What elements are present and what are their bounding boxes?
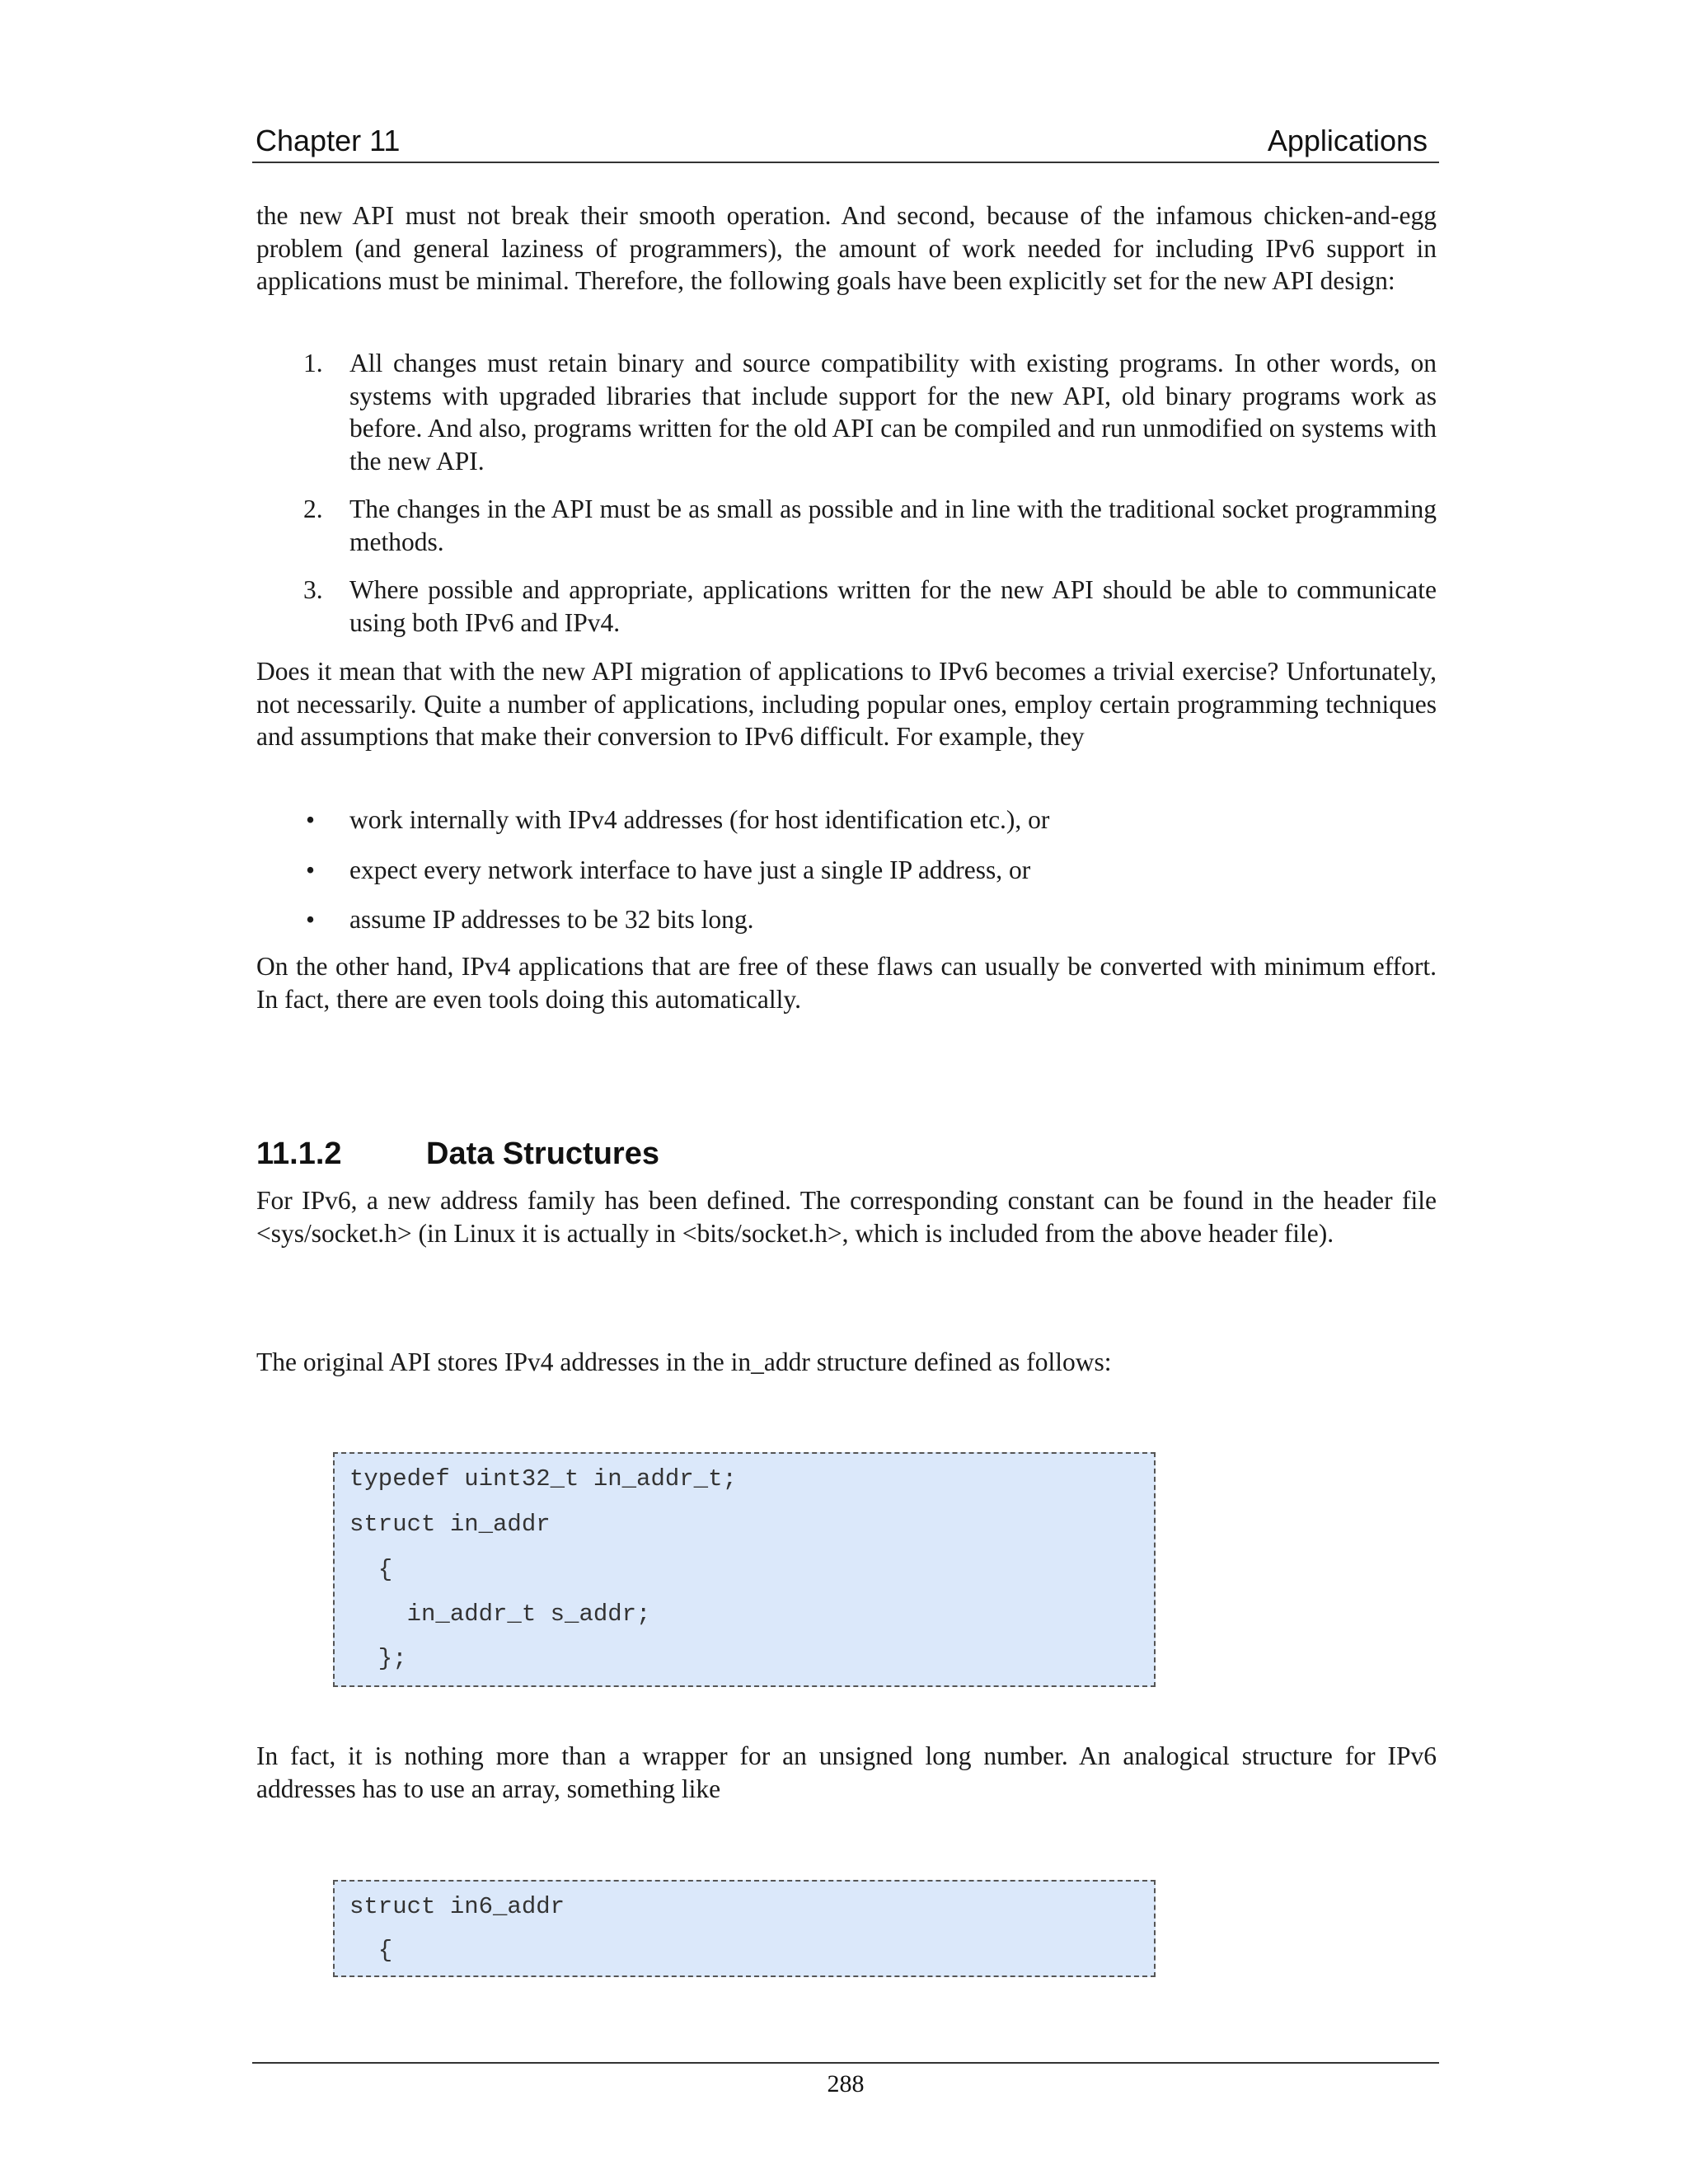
code-line: typedef uint32_t in_addr_t; <box>349 1465 737 1493</box>
code-line: }; <box>349 1645 407 1672</box>
list-text: The changes in the API must be as small as possible and in line with the traditional socket programming methods. <box>349 494 1437 556</box>
code-line: { <box>349 1937 393 1964</box>
question-paragraph: Does it mean that with the new API migration of applications to IPv6 becomes a trivial exercise? Unfortunately, not necessarily. Quite a number of applications, including popular ones, employ certain programming techniques and assumptions that make their conversion to IPv6 difficult. For example, they <box>256 657 1437 751</box>
chapter-title: Applications <box>1267 124 1428 157</box>
bullet-icon: • <box>306 905 316 934</box>
page-header <box>252 122 1439 163</box>
bullet-icon: • <box>306 805 316 834</box>
section-number: 11.1.2 <box>256 1137 342 1171</box>
code-line: struct in6_addr <box>349 1893 565 1920</box>
list-number: 2. <box>303 494 323 523</box>
list-number: 3. <box>303 575 323 604</box>
code-block-in6-addr <box>333 1880 1156 1977</box>
section-heading <box>256 1137 659 1172</box>
list-text: Where possible and appropriate, applications written for the new API should be able to communicate using both IPv6 and IPv4. <box>349 575 1437 637</box>
code-line: { <box>349 1556 393 1583</box>
bullet-text: expect every network interface to have just a single IP address, or <box>349 855 1031 884</box>
address-family-paragraph: For IPv6, a new address family has been defined. The corresponding constant can be found in the header file <sys/socket.h> (in Linux it is actually in <bits/socket.h>, which is included from the above header file). <box>256 1186 1437 1248</box>
chapter-label: Chapter 11 <box>256 124 401 157</box>
bullet-text: work internally with IPv4 addresses (for host identification etc.), or <box>349 805 1050 834</box>
list-text: All changes must retain binary and source compatibility with existing programs. In other words, on systems with upgraded libraries that include support for the new API, old binary programs work as before. And also, programs written for the old API can be compiled and run unmodified on systems with the new API. <box>349 349 1437 476</box>
bullet-text: assume IP addresses to be 32 bits long. <box>349 905 754 934</box>
code-line: in_addr_t s_addr; <box>349 1601 651 1628</box>
code-block-in-addr <box>333 1452 1156 1687</box>
page-footer <box>252 2062 1439 2097</box>
original-api-paragraph: The original API stores IPv4 addresses in the in_addr structure defined as follows: <box>256 1347 1112 1376</box>
wrapper-paragraph: In fact, it is nothing more than a wrapper for an unsigned long number. An analogical structure for IPv6 addresses has to use an array, something like <box>256 1741 1437 1803</box>
intro-paragraph: the new API must not break their smooth operation. And second, because of the infamous chicken-and-egg problem (and general laziness of programmers), the amount of work needed for including IPv6 support in applications must be minimal. Therefore, the following goals have been explicitly set for the new API design: <box>256 201 1437 295</box>
section-title: Data Structures <box>426 1137 659 1171</box>
flaws-paragraph: On the other hand, IPv4 applications that are free of these flaws can usually be converted with minimum effort. In fact, there are even tools doing this automatically. <box>256 952 1437 1014</box>
bullet-icon: • <box>306 855 316 884</box>
list-number: 1. <box>303 349 323 377</box>
page-number: 288 <box>827 2070 865 2097</box>
code-line: struct in_addr <box>349 1511 551 1538</box>
